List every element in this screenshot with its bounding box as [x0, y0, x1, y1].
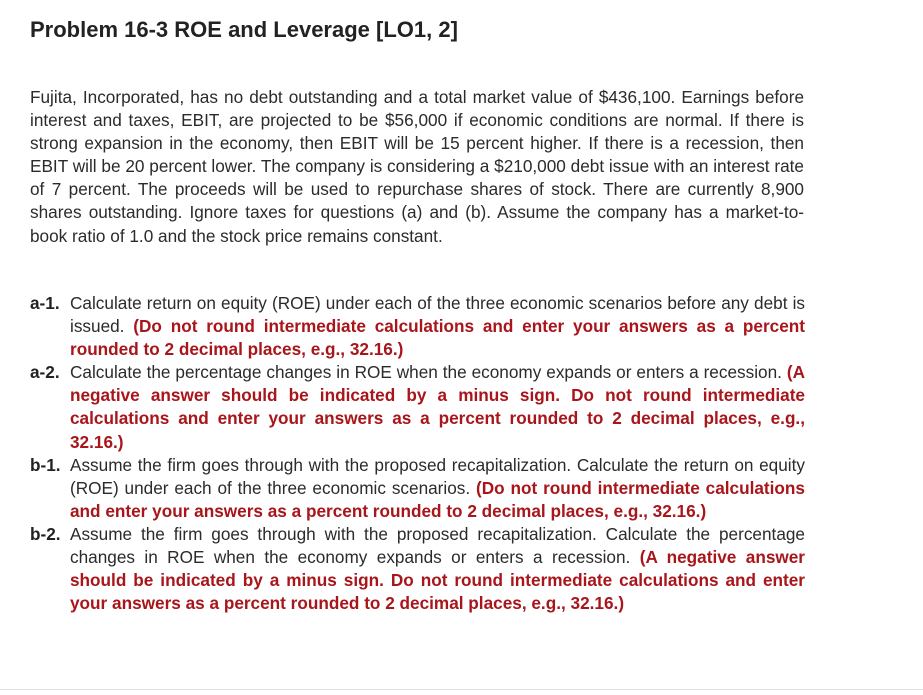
question-label: a-2. — [30, 362, 60, 383]
question-instruction: (Do not round intermediate calculations and enter your answers as a percent rounded to 2 decimal places, e.g., 32.16.) — [70, 477, 805, 521]
question-label: b-1. — [30, 454, 61, 475]
question-text: Calculate return on equity (ROE) under each of the three economic scenarios before any debt is issued. — [70, 293, 805, 337]
question-instruction: (Do not round intermediate calculations and enter your answers as a percent rounded to 2 decimal places, e.g., 32.16.) — [70, 316, 805, 360]
problem-title: Problem 16-3 ROE and Leverage [LO1, 2] — [30, 17, 458, 42]
question-instruction: (A negative answer should be indicated by a minus sign. Do not round intermediate calculations and enter your answers as a percent rounded to 2 decimal places, e.g., 32.16.) — [70, 547, 805, 614]
bottom-divider — [0, 689, 923, 690]
question-b1 — [30, 454, 805, 523]
question-label: b-2. — [30, 523, 61, 544]
question-text: Assume the firm goes through with the proposed recapitalization. Calculate the return on equity (ROE) under each of the three economic scenarios. — [70, 454, 805, 498]
question-a1 — [30, 292, 805, 361]
question-text: Calculate the percentage changes in ROE when the economy expands or enters a recession. — [70, 362, 782, 383]
question-b2 — [30, 523, 805, 615]
question-label: a-1. — [30, 293, 60, 313]
question-a2 — [30, 361, 805, 453]
question-list — [30, 292, 805, 615]
question-text: Assume the firm goes through with the proposed recapitalization. Calculate the percentage changes in ROE when the economy expands or enters a recession. — [70, 523, 805, 568]
question-instruction: (A negative answer should be indicated by a minus sign. Do not round intermediate calculations and enter your answers as a percent rounded to 2 decimal places, e.g., 32.16.) — [70, 362, 805, 452]
problem-statement: Fujita, Incorporated, has no debt outstanding and a total market value of $436,100. Earnings before interest and taxes, EBIT, are projected to be $56,000 if economic conditions are normal. If there is strong expansion in the economy, then EBIT will be 15 percent higher. If there is a recession, then EBIT will be 20 percent lower. The company is considering a $210,000 debt issue with an interest rate of 7 percent. The proceeds will be used to repurchase shares of stock. There are currently 8,900 shares outstanding. Ignore taxes for questions (a) and (b). Assume the company has a market-to-book ratio of 1.0 and the stock price remains constant. — [30, 87, 804, 246]
